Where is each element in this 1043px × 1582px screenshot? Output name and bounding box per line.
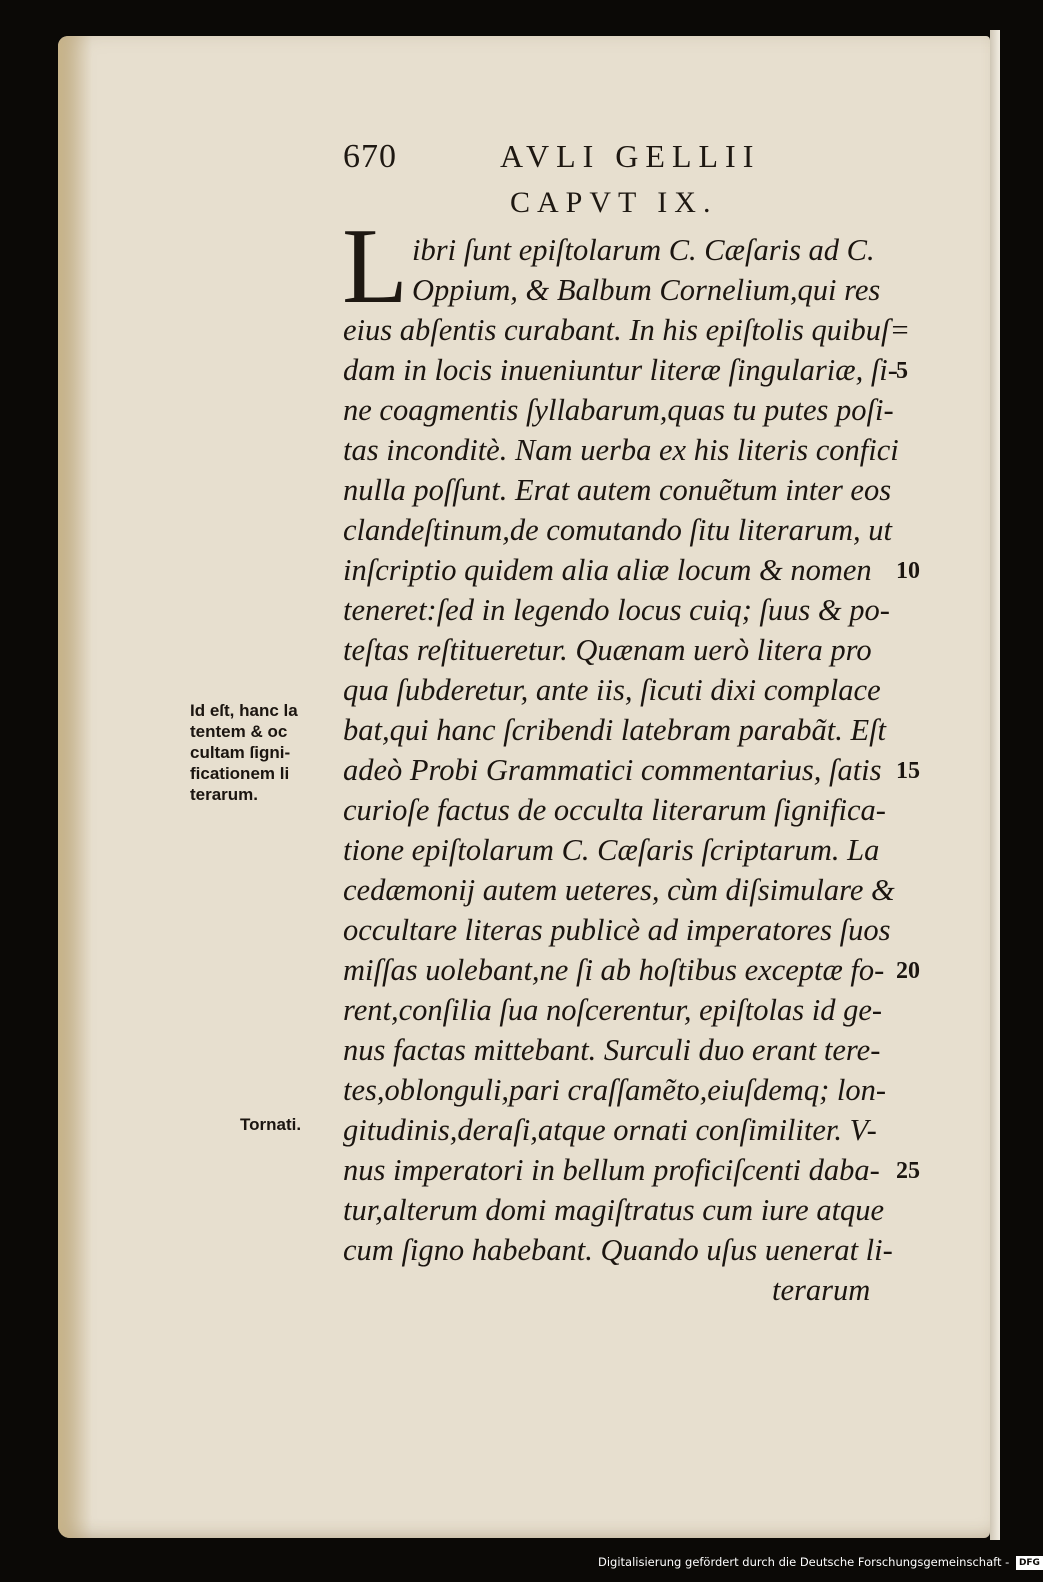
text-line: nulla poſſunt. Erat autem conuẽtum inter eos	[343, 473, 892, 507]
text-line: Oppium, & Balbum Cornelium,qui res	[412, 273, 881, 307]
text-line: tas inconditè. Nam uerba ex his literis confici	[343, 433, 899, 467]
marginal-line: ficationem li	[190, 764, 290, 783]
running-head	[0, 138, 1000, 178]
text-line: cum ſigno habebant. Quando uſus uenerat li-	[343, 1233, 893, 1267]
text-line: teſtas reſtitueretur. Quænam uerò litera pro	[343, 633, 872, 667]
page-edge	[990, 30, 1000, 1540]
marginal-line: tentem & oc	[190, 722, 288, 741]
drop-cap: L	[342, 207, 408, 326]
text-line: curioſe factus de occulta literarum ſignifica-	[343, 793, 886, 827]
text-line: gitudinis,deraſi,atque ornati conſimiliter. V-	[343, 1113, 877, 1147]
catchword: terarum	[772, 1273, 871, 1307]
page-number: 670	[343, 138, 397, 175]
text-line: ne coagmentis ſyllabarum,quas tu putes poſi-	[343, 393, 894, 427]
text-line: qua ſubderetur, ante iis, ſicuti dixi complace	[343, 673, 881, 707]
chapter-title: CAPVT IX.	[510, 186, 718, 219]
text-line: bat,qui hanc ſcribendi latebram parabãt. Eſt	[343, 713, 887, 747]
text-line: dam in locis inueniuntur literæ ſingulariæ, ſi-	[343, 353, 898, 387]
digitization-credit	[598, 1550, 1043, 1574]
line-number: 20	[896, 958, 920, 984]
running-title: AVLI GELLII	[500, 138, 761, 174]
text-line: ibri ſunt epiſtolarum C. Cæſaris ad C.	[412, 233, 875, 267]
marginal-line: Id eſt, hanc la	[190, 701, 298, 720]
text-line: miſſas uolebant,ne ſi ab hoſtibus exceptæ fo-	[343, 953, 885, 987]
dfg-logo-icon: DFG	[1016, 1556, 1043, 1570]
text-line: nus imperatori in bellum proficiſcenti daba-	[343, 1153, 880, 1187]
text-line: clandeſtinum,de comutando ſitu literarum, ut	[343, 513, 892, 547]
text-line: tione epiſtolarum C. Cæſaris ſcriptarum. La	[343, 833, 880, 867]
text-line: teneret:ſed in legendo locus cuiq; ſuus & po-	[343, 593, 890, 627]
text-line: rent,conſilia ſua noſcerentur, epiſtolas id ge-	[343, 993, 883, 1027]
text-line: adeò Probi Grammatici commentarius, ſatis	[343, 753, 882, 787]
credit-text: Digitalisierung gefördert durch die Deutsche Forschungsgemeinschaft -	[598, 1555, 1010, 1569]
marginal-line: Tornati.	[240, 1115, 302, 1134]
text-line: inſcriptio quidem alia aliæ locum & nomen	[343, 553, 872, 587]
text-line: cedæmonij autem ueteres, cùm diſsimulare &	[343, 873, 895, 907]
text-line: eius abſentis curabant. In his epiſtolis quibuſ=	[343, 313, 911, 347]
line-number: 5	[896, 358, 908, 384]
marginal-line: cultam ſigni-	[190, 743, 291, 762]
marginal-line: terarum.	[190, 785, 259, 804]
text-line: tes,oblonguli,pari craſſamẽto,eiuſdemq; lon-	[343, 1073, 886, 1107]
line-number: 10	[896, 558, 920, 584]
line-number: 15	[896, 758, 920, 784]
line-number: 25	[896, 1158, 920, 1184]
text-line: occultare literas publicè ad imperatores ſuos	[343, 913, 891, 947]
text-line: nus factas mittebant. Surculi duo erant tere-	[343, 1033, 881, 1067]
text-line: tur,alterum domi magiſtratus cum iure atque	[343, 1193, 885, 1227]
